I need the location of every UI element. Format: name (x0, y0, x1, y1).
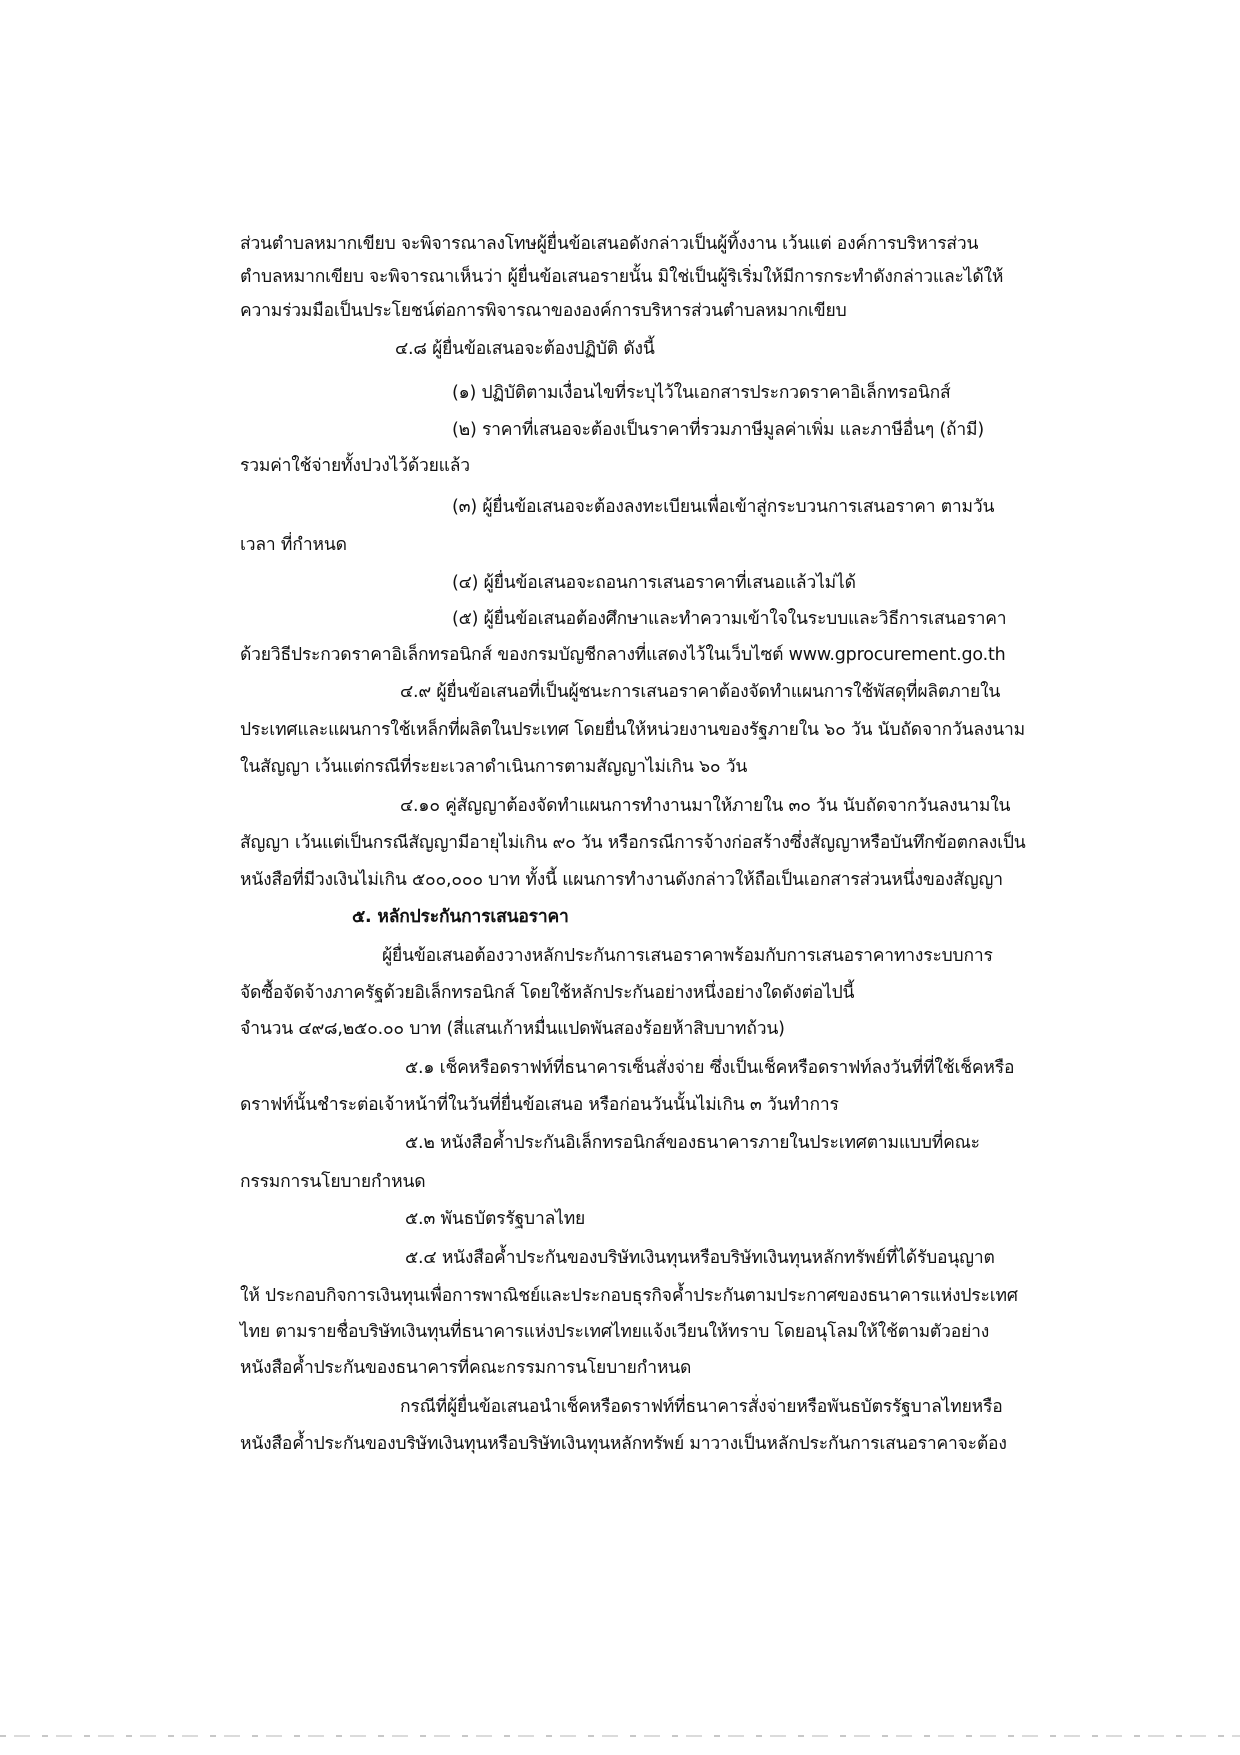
list-item-1: (๑) ปฏิบัติตามเงื่อนไขที่ระบุไว้ในเอกสารประกวดราคาอิเล็กทรอนิกส์ (452, 383, 951, 403)
section-4-10: ๔.๑๐ คู่สัญญาต้องจัดทำแผนการทำงานมาให้ภายใน ๓๐ วัน นับถัดจากวันลงนามใน (400, 796, 1011, 816)
text-line: หนังสือที่มีวงเงินไม่เกิน ๕๐๐,๐๐๐ บาท ทั้งนี้ แผนการทำงานดังกล่าวให้ถือเป็นเอกสารส่วนหนึ่งของสัญญา (240, 870, 1003, 890)
text-line: ด้วยวิธีประกวดราคาอิเล็กทรอนิกส์ ของกรมบัญชีกลางที่แสดงไว้ในเว็บไซต์ www.gprocurement.go.th (240, 645, 1006, 665)
text-line: หนังสือค้ำประกันของธนาคารที่คณะกรรมการนโยบายกำหนด (240, 1358, 692, 1378)
text-line: รวมค่าใช้จ่ายทั้งปวงไว้ด้วยแล้ว (240, 456, 470, 476)
list-item-4: (๔) ผู้ยื่นข้อเสนอจะถอนการเสนอราคาที่เสนอแล้วไม่ได้ (452, 573, 856, 593)
text-line: ผู้ยื่นข้อเสนอต้องวางหลักประกันการเสนอราคาพร้อมกับการเสนอราคาทางระบบการ (382, 946, 993, 966)
text-line: ส่วนตำบลหมากเขียบ จะพิจารณาลงโทษผู้ยื่นข้อเสนอดังกล่าวเป็นผู้ทิ้งงาน เว้นแต่ องค์การบริหารส่วน (240, 234, 979, 254)
section-5-4: ๕.๔ หนังสือค้ำประกันของบริษัทเงินทุนหรือบริษัทเงินทุนหลักทรัพย์ที่ได้รับอนุญาต (405, 1248, 995, 1268)
text-line: กรณีที่ผู้ยื่นข้อเสนอนำเช็คหรือดราฟท์ที่ธนาคารสั่งจ่ายหรือพันธบัตรรัฐบาลไทยหรือ (400, 1397, 1003, 1417)
text-line: หนังสือค้ำประกันของบริษัทเงินทุนหรือบริษัทเงินทุนหลักทรัพย์ มาวางเป็นหลักประกันการเสนอราคาจะต้อง (240, 1434, 1007, 1454)
text-line: สัญญา เว้นแต่เป็นกรณีสัญญามีอายุไม่เกิน ๙๐ วัน หรือกรณีการจ้างก่อสร้างซึ่งสัญญาหรือบันทึกข้อตกลงเป็น (240, 833, 1026, 853)
list-item-2: (๒) ราคาที่เสนอจะต้องเป็นราคาที่รวมภาษีมูลค่าเพิ่ม และภาษีอื่นๆ (ถ้ามี) (452, 420, 985, 440)
text-line: เวลา ที่กำหนด (240, 535, 347, 555)
section-5-3: ๕.๓ พันธบัตรรัฐบาลไทย (405, 1209, 586, 1229)
scan-artifact-line (0, 1735, 1240, 1737)
section-5-2: ๕.๒ หนังสือค้ำประกันอิเล็กทรอนิกส์ของธนาคารภายในประเทศตามแบบที่คณะ (405, 1133, 980, 1153)
text-line: ประเทศและแผนการใช้เหล็กที่ผลิตในประเทศ โดยยื่นให้หน่วยงานของรัฐภายใน ๖๐ วัน นับถัดจากวันลงนาม (240, 720, 1025, 740)
text-line: ในสัญญา เว้นแต่กรณีที่ระยะเวลาดำเนินการตามสัญญาไม่เกิน ๖๐ วัน (240, 757, 748, 777)
text-line: กรรมการนโยบายกำหนด (240, 1172, 426, 1192)
text-line: ให้ ประกอบกิจการเงินทุนเพื่อการพาณิชย์และประกอบธุรกิจค้ำประกันตามประกาศของธนาคารแห่งประเทศ (240, 1286, 1018, 1306)
text-line: ไทย ตามรายชื่อบริษัทเงินทุนที่ธนาคารแห่งประเทศไทยแจ้งเวียนให้ทราบ โดยอนุโลมให้ใช้ตามตัวอย่าง (240, 1322, 990, 1342)
text-line: ตำบลหมากเขียบ จะพิจารณาเห็นว่า ผู้ยื่นข้อเสนอรายนั้น มิใช่เป็นผู้ริเริ่มให้มีการกระทำดังกล่าวและได้ให้ (240, 267, 1004, 287)
guarantee-amount: จำนวน ๔๙๘,๒๕๐.๐๐ บาท (สี่แสนเก้าหมื่นแปดพันสองร้อยห้าสิบบาทถ้วน) (240, 1019, 785, 1039)
section-5-heading: ๕. หลักประกันการเสนอราคา (352, 907, 569, 927)
section-4-8-heading: ๔.๘ ผู้ยื่นข้อเสนอจะต้องปฏิบัติ ดังนี้ (395, 339, 655, 359)
section-5-1: ๕.๑ เช็คหรือดราฟท์ที่ธนาคารเซ็นสั่งจ่าย ซึ่งเป็นเช็คหรือดราฟท์ลงวันที่ที่ใช้เช็คหรือ (405, 1058, 1015, 1078)
section-4-9: ๔.๙ ผู้ยื่นข้อเสนอที่เป็นผู้ชนะการเสนอราคาต้องจัดทำแผนการใช้พัสดุที่ผลิตภายใน (400, 682, 1001, 702)
list-item-3: (๓) ผู้ยื่นข้อเสนอจะต้องลงทะเบียนเพื่อเข้าสู่กระบวนการเสนอราคา ตามวัน (452, 497, 995, 517)
list-item-5: (๕) ผู้ยื่นข้อเสนอต้องศึกษาและทำความเข้าใจในระบบและวิธีการเสนอราคา (452, 609, 1007, 629)
text-line: ความร่วมมือเป็นประโยชน์ต่อการพิจารณาขององค์การบริหารส่วนตำบลหมากเขียบ (240, 301, 847, 321)
text-line: จัดซื้อจัดจ้างภาครัฐด้วยอิเล็กทรอนิกส์ โดยใช้หลักประกันอย่างหนึ่งอย่างใดดังต่อไปนี้ (240, 983, 855, 1003)
text-line: ดราฟท์นั้นชำระต่อเจ้าหน้าที่ในวันที่ยื่นข้อเสนอ หรือก่อนวันนั้นไม่เกิน ๓ วันทำการ (240, 1095, 839, 1115)
